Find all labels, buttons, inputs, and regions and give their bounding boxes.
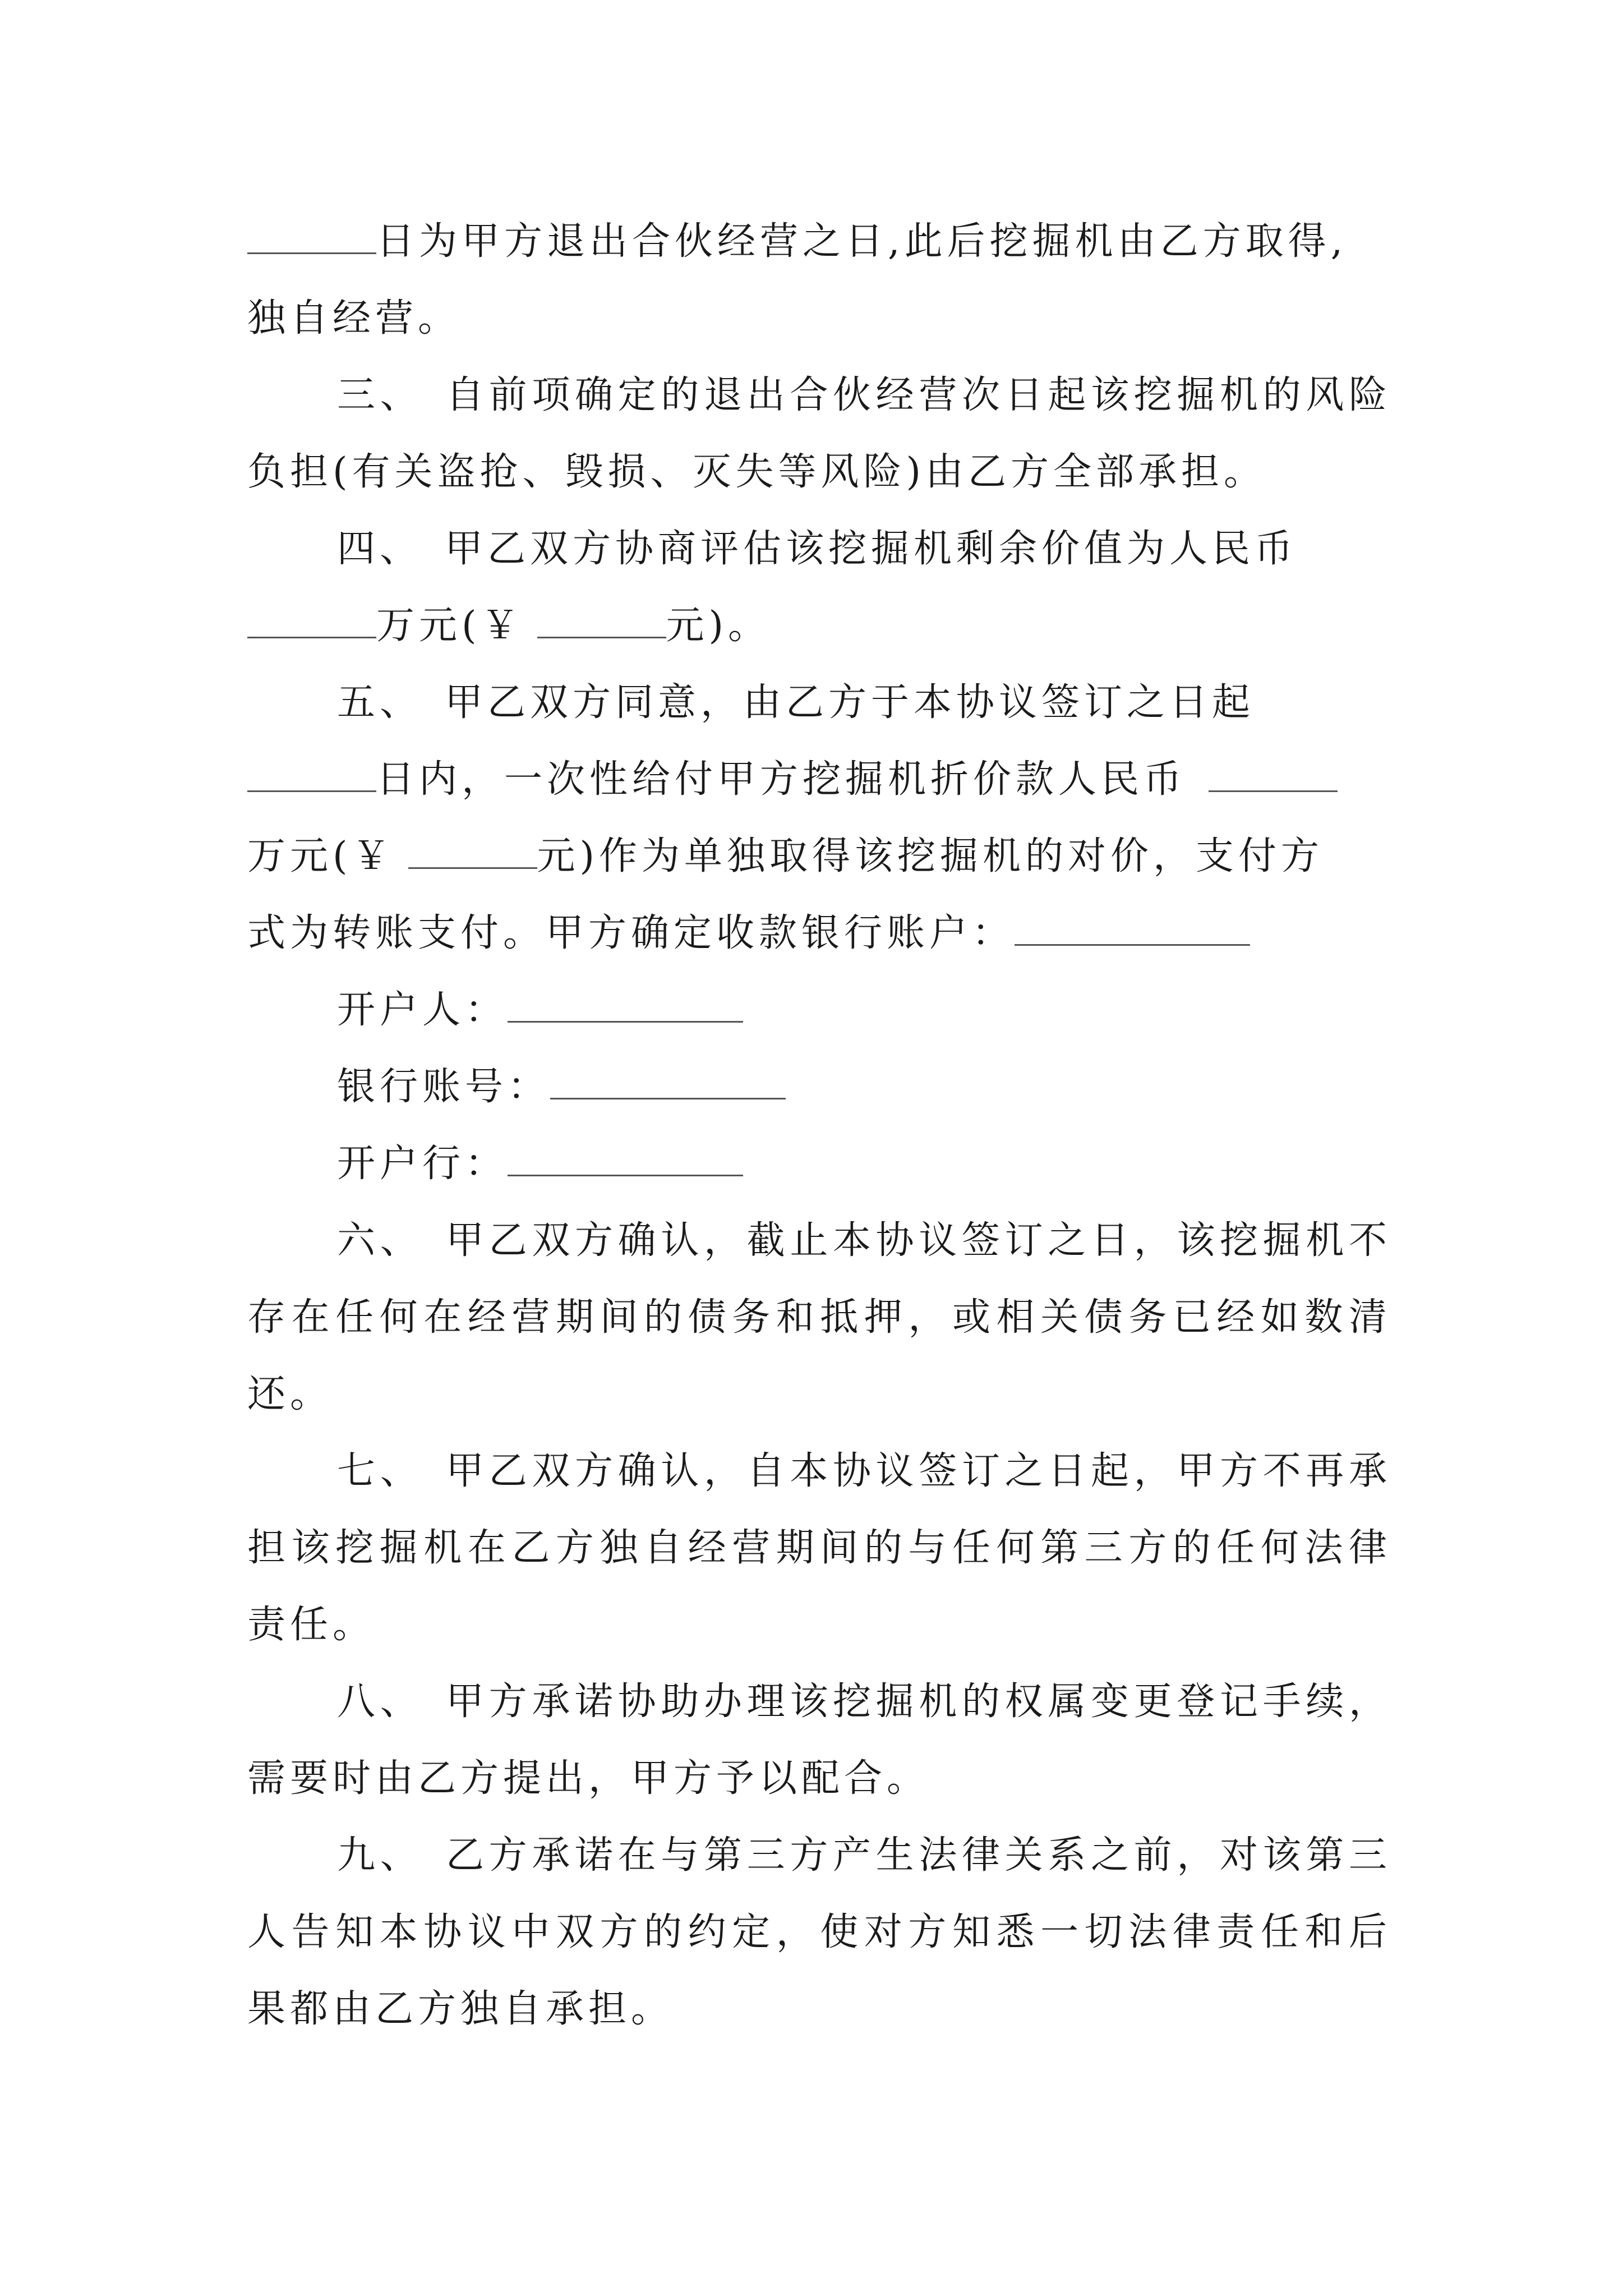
clause-5-text-b: 日内，一次性给付甲方挖掘机折价款人民币 xyxy=(376,757,1187,802)
clause-5-line-2 xyxy=(247,741,1391,818)
clause-4-number: 四、 xyxy=(337,527,423,571)
residual-value-wan-blank xyxy=(247,601,376,638)
document-body xyxy=(247,203,1391,2047)
clause-2-continuation xyxy=(247,203,1391,357)
clause-5-number: 五、 xyxy=(337,680,423,725)
account-holder-label: 开户人： xyxy=(337,988,508,1032)
clause-4-amount-line xyxy=(247,587,1391,664)
clause-8-number: 八、 xyxy=(337,1680,423,1724)
clause-5-text-c: 万元(￥ xyxy=(247,834,395,878)
clause-3-text: 自前项确定的退出合伙经营次日起该挖掘机的风险负担(有关盗抢、毁损、灭失等风险)由乙方全部承担。 xyxy=(247,373,1391,494)
clause-5-text-a: 甲乙双方同意，由乙方于本协议签订之日起 xyxy=(445,680,1255,725)
clause-5-text-d: 元)作为单独取得该挖掘机的对价，支付方 xyxy=(537,834,1324,878)
clause-4-text-b: 万元(￥ xyxy=(376,604,524,648)
clause-5-line-3 xyxy=(247,818,1391,895)
clause-4-text-a: 甲乙双方协商评估该挖掘机剩余价值为人民币 xyxy=(445,527,1298,571)
clause-3 xyxy=(247,357,1391,510)
bank-branch-blank xyxy=(508,1139,743,1176)
clause-3-number: 三、 xyxy=(337,373,423,417)
clause-6-text: 甲乙双方确认，截止本协议签订之日，该挖掘机不存在任何在经营期间的债务和抵押，或相关债务已经如数清还。 xyxy=(247,1218,1391,1416)
clause-8-text: 甲方承诺协助办理该挖掘机的权属变更登记手续，需要时由乙方提出，甲方予以配合。 xyxy=(247,1680,1391,1801)
bank-branch-label: 开户行： xyxy=(337,1142,508,1186)
payment-yuan-blank xyxy=(408,831,537,869)
clause-2-text-b: 独自经营。 xyxy=(247,296,461,341)
account-number-line xyxy=(247,1048,1391,1125)
clause-4 xyxy=(247,510,1391,587)
account-holder-blank xyxy=(508,985,743,1023)
clause-5-text-e: 式为转账支付。甲方确定收款银行账户： xyxy=(247,911,1015,955)
clause-7-number: 七、 xyxy=(337,1449,423,1493)
clause-9-number: 九、 xyxy=(337,1833,423,1878)
payment-wan-blank xyxy=(1209,754,1338,792)
clause-2-text-a: 日为甲方退出合伙经营之日,此后挖掘机由乙方取得, xyxy=(376,219,1348,264)
clause-4-text-c: 元)。 xyxy=(666,604,771,648)
clause-9-text: 乙方承诺在与第三方产生法律关系之前，对该第三人告知本协议中双方的约定，使对方知悉一切法律责任和后果都由乙方独自承担。 xyxy=(247,1833,1391,2031)
clause-6 xyxy=(247,1202,1391,1433)
clause-5-line-4 xyxy=(247,895,1391,972)
account-holder-line xyxy=(247,972,1391,1048)
bank-account-blank xyxy=(1015,908,1250,946)
account-number-label: 银行账号： xyxy=(337,1065,551,1109)
clause-7-text: 甲乙双方确认，自本协议签订之日起，甲方不再承担该挖掘机在乙方独自经营期间的与任何第三方的任何法律责任。 xyxy=(247,1449,1391,1647)
payment-days-blank xyxy=(247,754,376,792)
clause-8 xyxy=(247,1663,1391,1817)
bank-branch-line xyxy=(247,1125,1391,1202)
clause-9 xyxy=(247,1817,1391,2047)
clause-7 xyxy=(247,1433,1391,1663)
account-number-blank xyxy=(550,1062,786,1099)
clause-5 xyxy=(247,664,1391,741)
exit-date-blank xyxy=(247,217,376,254)
residual-value-yuan-blank xyxy=(537,601,666,638)
clause-6-number: 六、 xyxy=(337,1218,423,1263)
